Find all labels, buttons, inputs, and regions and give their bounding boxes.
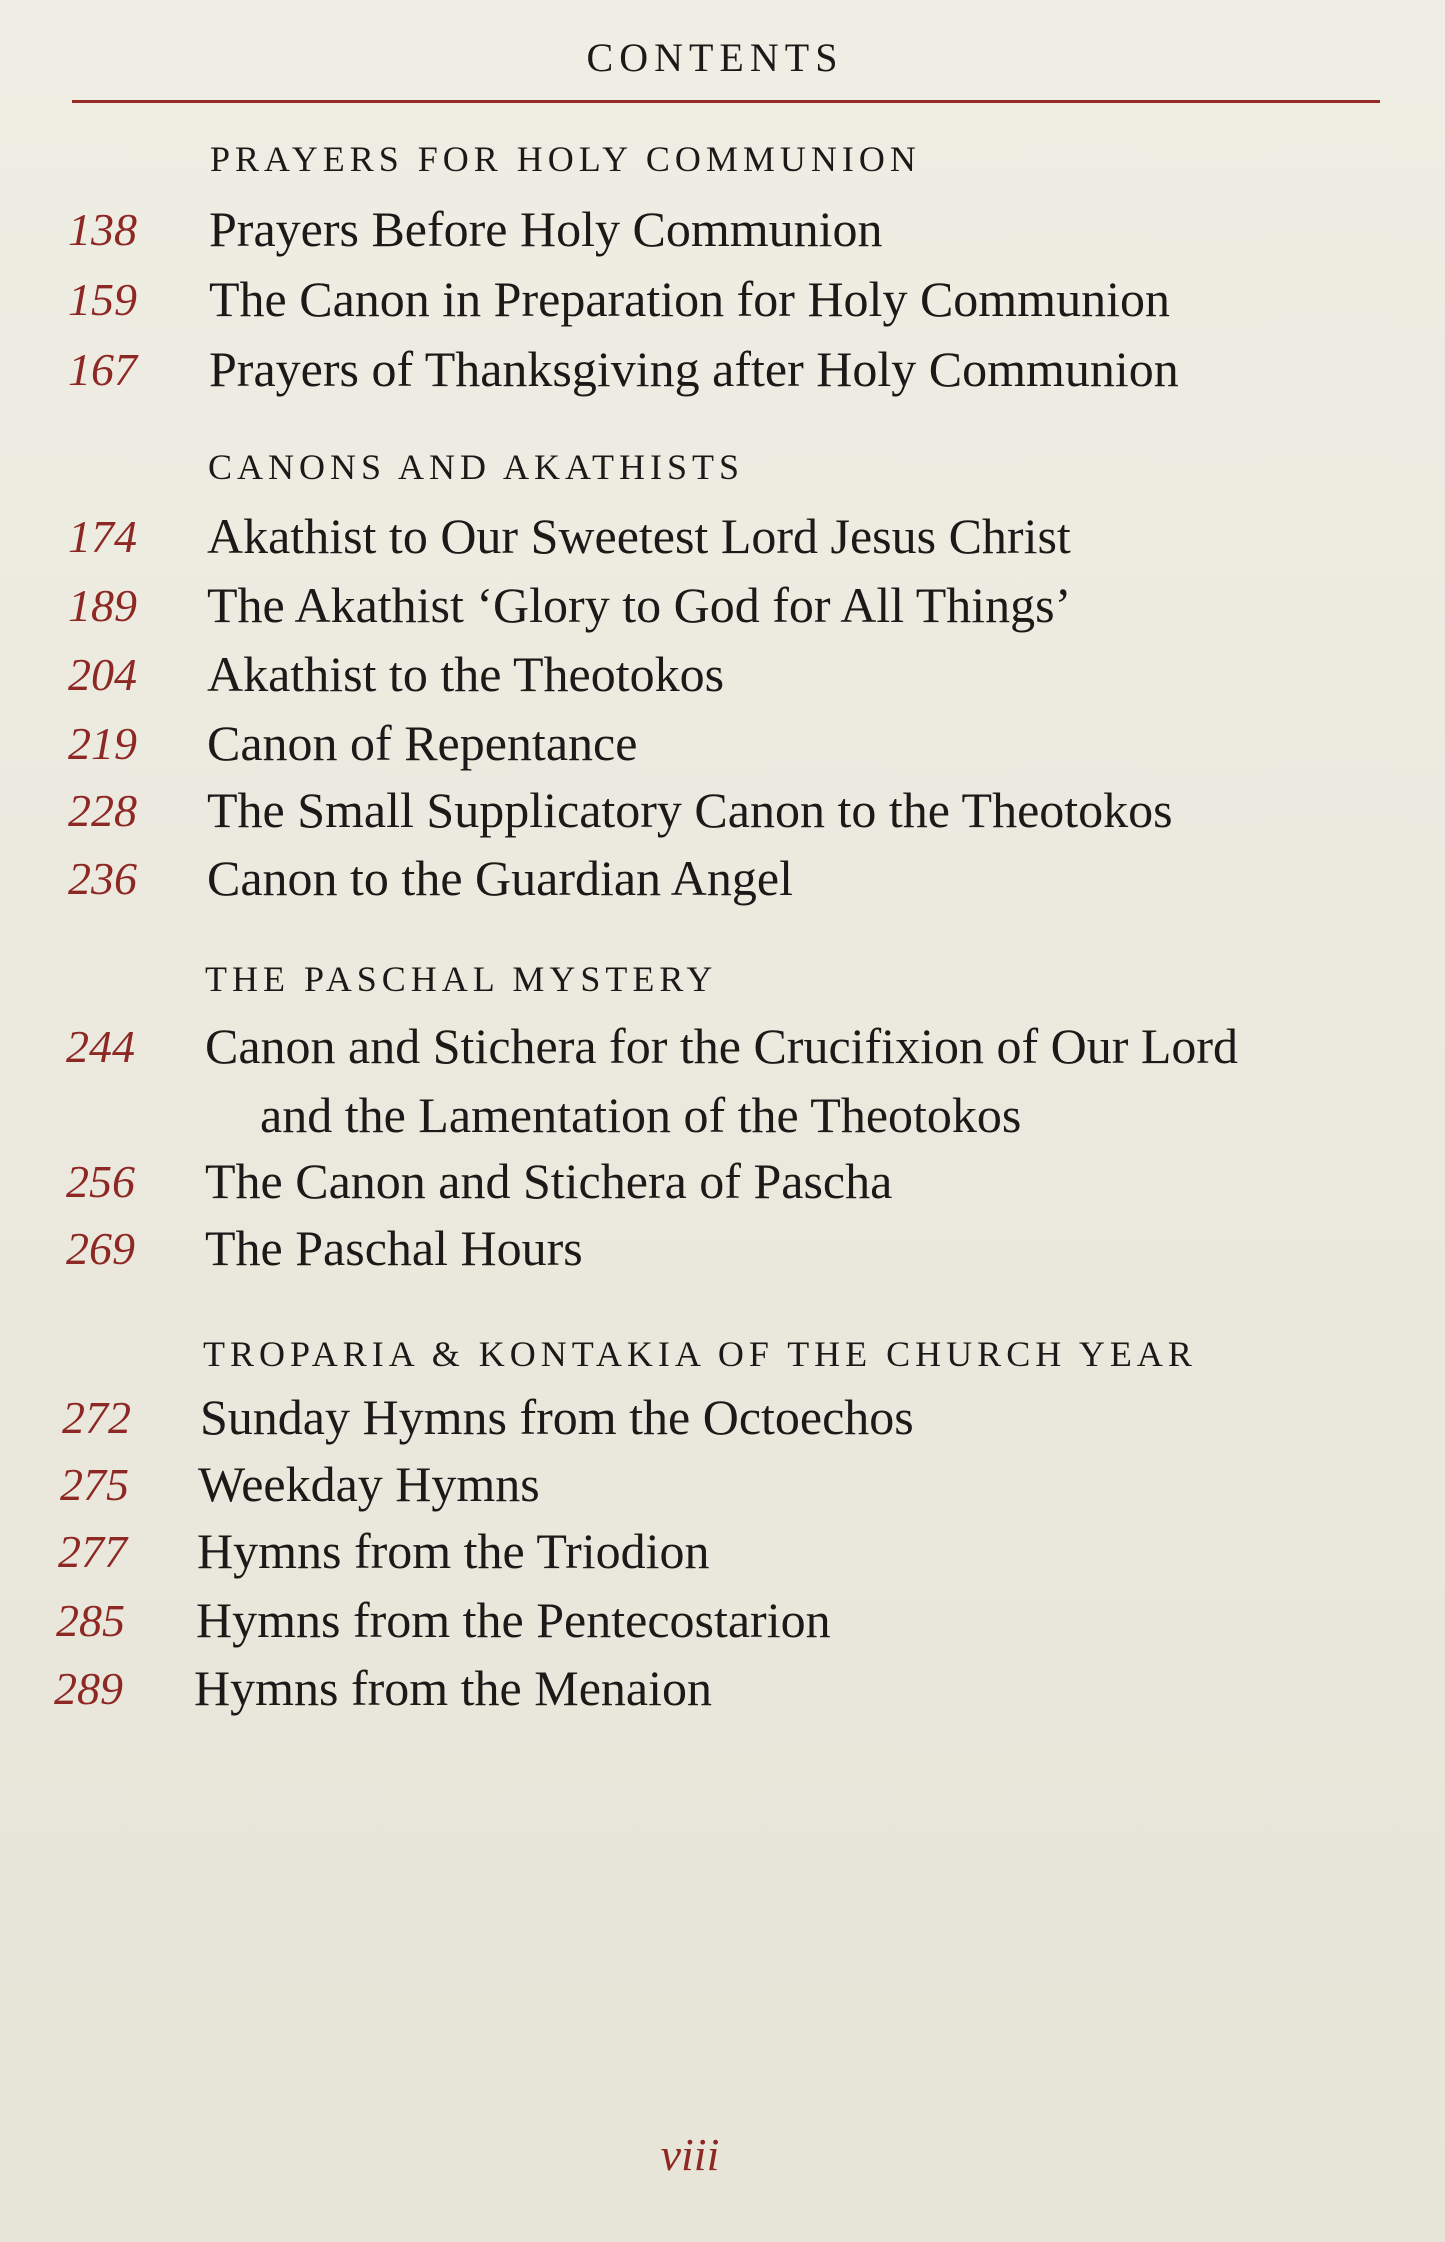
page-number: 219: [68, 718, 137, 769]
entry-title: Akathist to Our Sweetest Lord Jesus Christ: [207, 508, 1071, 564]
entry-title-continuation: and the Lamentation of the Theotokos: [260, 1087, 1022, 1143]
page-number: 228: [68, 785, 137, 836]
entry-title: The Canon in Preparation for Holy Communion: [209, 271, 1170, 327]
entry-title: The Paschal Hours: [205, 1220, 583, 1276]
page-number: 174: [68, 511, 137, 562]
page-number: 167: [68, 344, 137, 395]
entry-title: Canon of Repentance: [207, 715, 638, 771]
entry-title: The Canon and Stichera of Pascha: [205, 1153, 893, 1209]
page-number: 285: [56, 1595, 125, 1646]
folio: viii: [660, 2129, 720, 2180]
section-heading: PRAYERS FOR HOLY COMMUNION: [210, 139, 921, 179]
section-heading: THE PASCHAL MYSTERY: [205, 959, 718, 999]
section-heading: TROPARIA & KONTAKIA OF THE CHURCH YEAR: [203, 1334, 1197, 1374]
header-rule: [72, 100, 1380, 103]
page-number: 256: [66, 1156, 135, 1207]
page-number: 159: [68, 274, 137, 325]
entry-title: The Small Supplicatory Canon to the Theotokos: [207, 782, 1173, 838]
entry-title: Hymns from the Menaion: [194, 1660, 712, 1716]
entry-title: Canon to the Guardian Angel: [207, 850, 793, 906]
entry-title: Prayers Before Holy Communion: [209, 201, 883, 257]
page-number: 289: [54, 1663, 123, 1714]
entry-title: Hymns from the Pentecostarion: [196, 1592, 831, 1648]
page-number: 204: [68, 649, 137, 700]
entry-title: Weekday Hymns: [198, 1456, 540, 1512]
entry-title: Hymns from the Triodion: [197, 1523, 710, 1579]
section-heading: CANONS AND AKATHISTS: [208, 447, 745, 487]
page-number: 269: [66, 1223, 135, 1274]
page-number: 138: [68, 204, 137, 255]
entry-title: Sunday Hymns from the Octoechos: [200, 1389, 914, 1445]
page-number: 189: [68, 580, 137, 631]
entry-title: Canon and Stichera for the Crucifixion of Our Lord: [205, 1018, 1239, 1074]
running-head: CONTENTS: [586, 35, 844, 80]
page-number: 236: [68, 853, 137, 904]
page-number: 244: [66, 1021, 135, 1072]
page-number: 275: [60, 1459, 129, 1510]
entry-title: The Akathist ‘Glory to God for All Things’: [207, 577, 1072, 633]
page-number: 272: [62, 1392, 131, 1443]
page-number: 277: [58, 1526, 127, 1577]
entry-title: Akathist to the Theotokos: [207, 646, 725, 702]
entry-title: Prayers of Thanksgiving after Holy Communion: [209, 341, 1179, 397]
